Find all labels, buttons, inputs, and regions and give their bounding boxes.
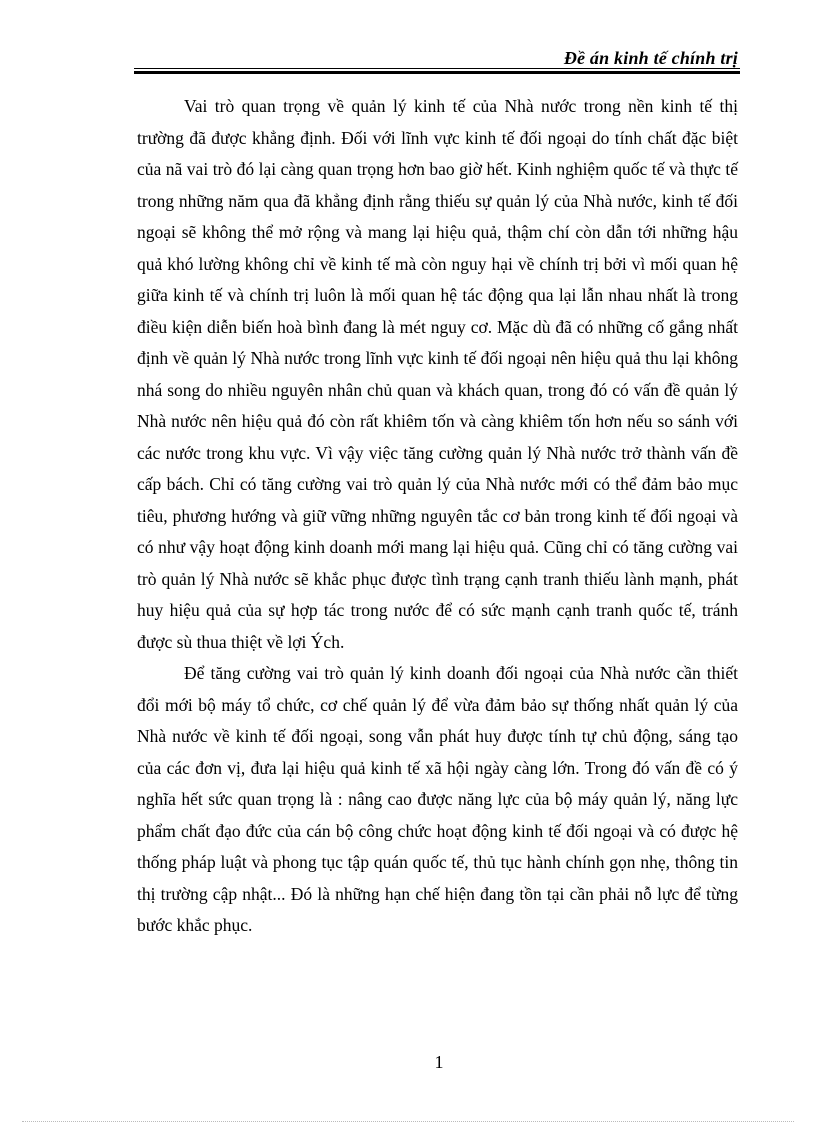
body-paragraph-2: Để tăng cường vai trò quản lý kinh doanh đối ngoại của Nhà nước cần thiết đổi mới bộ máy tổ chức, cơ chế quản lý để vừa đảm bảo sự thống nhất quản lý của Nhà nước về kinh tế đối ngoại, song vẫn phát huy được tính tự chủ động, sáng tạo của các đơn vị, đưa lại hiệu quả kinh tế xã hội ngày càng lớn. Trong đó vấn đề có ý nghĩa hết sức quan trọng là : nâng cao được năng lực của bộ máy quản lý, năng lực phẩm chất đạo đức của cán bộ công chức hoạt động kinh tế đối ngoại và có được hệ thống pháp luật và phong tục tập quán quốc tế, thủ tục hành chính gọn nhẹ, thông tin thị trường cập nhật... Đó là những hạn chế hiện đang tồn tại cần phải nỗ lực để từng bước khắc phục. (137, 663, 738, 935)
document-body (137, 91, 738, 942)
header-divider-thin (134, 68, 740, 69)
running-header-title: Đề án kinh tế chính trị (563, 48, 738, 68)
body-paragraph-1: Vai trò quan trọng về quản lý kinh tế của Nhà nước trong nền kinh tế thị trường đã được khẳng định. Đối với lĩnh vực kinh tế đối ngoại do tính chất đặc biệt của nã vai trò đó lại càng quan trọng hơn bao giờ hết. Kinh nghiệm quốc tế và thực tế trong những năm qua đã khẳng định rằng thiếu sự quản lý của Nhà nước, kinh tế đối ngoại sẽ không thể mở rộng và mang lại hiệu quả, thậm chí còn dẫn tới những hậu quả khó lường không chỉ về kinh tế mà còn nguy hại về chính trị bởi vì mối quan hệ giữa kinh tế và chính trị luôn là mối quan hệ tác động qua lại lẫn nhau nhất là trong điều kiện diễn biến hoà bình đang là mét nguy cơ. Mặc dù đã có những cố gắng nhất định về quản lý Nhà nước trong lĩnh vực kinh tế đối ngoại nên hiệu quả thu lại không nhá song do nhiều nguyên nhân chủ quan và khách quan, trong đó có vấn đề quản lý Nhà nước nên hiệu quả đó còn rất khiêm tốn và càng khiêm tốn hơn nếu so sánh với các nước trong khu vực. Vì vậy việc tăng cường quản lý Nhà nước trở thành vấn đề cấp bách. Chỉ có tăng cường vai trò quản lý của Nhà nước mới có thể đảm bảo mục tiêu, phương hướng và giữ vững những nguyên tắc cơ bản trong kinh tế đối ngoại và có như vậy hoạt động kinh doanh mới mang lại hiệu quả. Cũng chỉ có tăng cường vai trò quản lý Nhà nước sẽ khắc phục được tình trạng cạnh tranh thiếu lành mạnh, phát huy hiệu quả của sự hợp tác trong nước để có sức mạnh cạnh tranh quốc tế, tránh được sù thua thiệt về lợi Ých. (137, 96, 738, 652)
page-number: 1 (434, 1052, 444, 1072)
footer-divider (22, 1121, 794, 1122)
header-divider-thick (134, 71, 740, 74)
